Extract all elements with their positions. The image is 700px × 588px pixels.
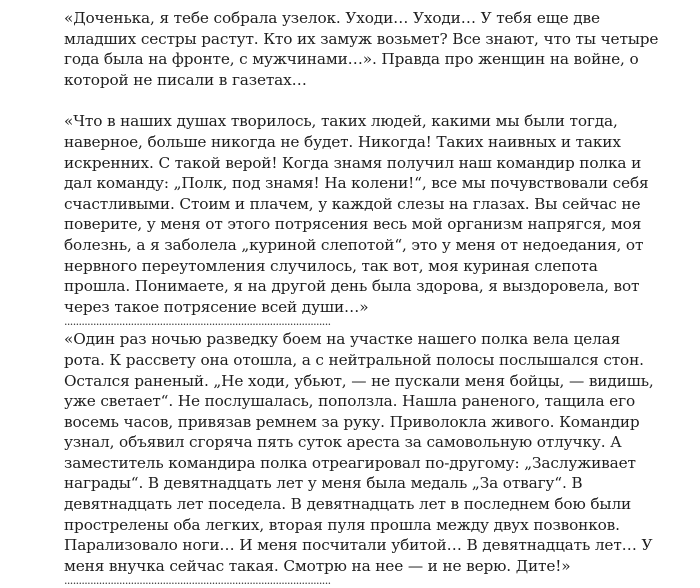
- paragraph-spacer: [64, 90, 664, 111]
- dotted-separator-2: ............................................................................................: [64, 576, 331, 588]
- dotted-separator-1: ............................................................................................: [64, 317, 331, 329]
- quote-paragraph-1: «Что в наших душах творилось, таких людей, какими мы были тогда, наверное, больше никогда не будет. Никогда! Таких наивных и таких искренних. С такой верой! Когда знамя получил наш командир полка и дал команду: „Полк, под знамя! На колени!“, все мы почувствовали себя счастливыми. Стоим и плачем, у каждой слезы на глазах. Вы сейчас не поверите, у меня от этого потрясения весь мой организм напрягся, моя болезнь, а я заболела „куриной слепотой“, это у меня от недоедания, от нервного переутомления случилось, так вот, моя куриная слепота прошла. Понимаете, я на другой день была здорова, я выздоровела, вот через такое потрясение всей души…»: [64, 112, 649, 316]
- quote-paragraph-2: «Один раз ночью разведку боем на участке нашего полка вела целая рота. К рассвету она отошла, а с нейтральной полосы послышался стон. Остался раненый. „Не ходи, убьют, — не пускали меня бойцы, — видишь, уже светает“. Не послушалась, поползла. Нашла раненого, тащила его восемь часов, привязав ремнем за руку. Приволокла живого. Командир узнал, объявил сгоряча пять суток ареста за самовольную отлучку. А заместитель командира полка отреагировал по-другому: „Заслуживает награды“. В девятнадцать лет у меня была медаль „За отвагу“. В девятнадцать лет поседела. В девятнадцать лет в последнем бою были прострелены оба легких, вторая пуля прошла между двух позвонков. Парализовало ноги… И меня посчитали убитой… В девятнадцать лет… У меня внучка сейчас такая. Смотрю на нее — и не верю. Дите!»: [64, 330, 654, 575]
- article-body: [64, 8, 664, 588]
- intro-paragraph: «Доченька, я тебе собрала узелок. Уходи… Уходи… У тебя еще две младших сестры растут. Кто их замуж возьмет? Все знают, что ты четыре года была на фронте, с мужчинами…». Правда про женщин на войне, о которой не писали в газетах…: [64, 9, 659, 89]
